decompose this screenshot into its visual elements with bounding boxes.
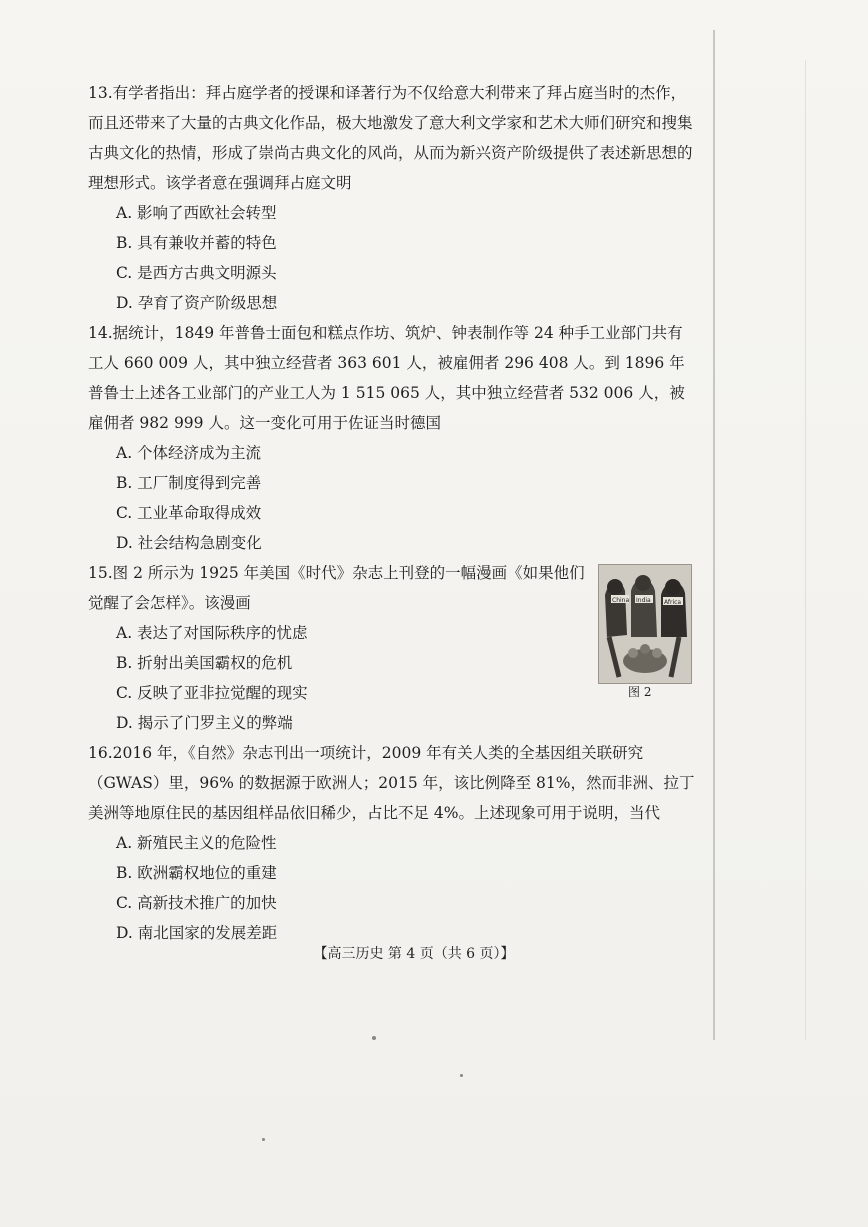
- option-c: C. 是西方古典文明源头: [116, 264, 277, 282]
- option-d: D. 揭示了门罗主义的弊端: [116, 714, 293, 732]
- question-14: [88, 318, 698, 558]
- option-c: C. 高新技术推广的加快: [116, 894, 277, 912]
- option-a: A. 影响了西欧社会转型: [116, 204, 277, 222]
- footer-page-info: 【高三历史 第 4 页（共 6 页）】: [313, 946, 515, 962]
- page-fold-line: [713, 30, 715, 1040]
- scan-speck: [262, 1138, 265, 1141]
- page-footer: [0, 944, 868, 964]
- cartoon-label-india: India: [636, 597, 651, 604]
- option-list: [88, 438, 698, 558]
- option-d: D. 社会结构急剧变化: [116, 534, 262, 552]
- question-13: [88, 78, 698, 318]
- option-b: B. 工厂制度得到完善: [116, 474, 262, 492]
- question-stem: 15.图 2 所示为 1925 年美国《时代》杂志上刊登的一幅漫画《如果他们觉醒了会怎样》。该漫画: [88, 564, 585, 612]
- option-list: [88, 198, 698, 318]
- option-c: C. 反映了亚非拉觉醒的现实: [116, 684, 308, 702]
- question-16: [88, 738, 698, 948]
- figure-caption: 图 2: [628, 685, 652, 699]
- option-list: [88, 618, 588, 738]
- option-d: D. 南北国家的发展差距: [116, 924, 278, 942]
- option-b: B. 欧洲霸权地位的重建: [116, 864, 277, 882]
- question-15-text: [88, 558, 588, 738]
- cartoon-illustration: [599, 565, 691, 683]
- option-a: A. 表达了对国际秩序的忧虑: [116, 624, 308, 642]
- option-list: [88, 828, 698, 948]
- scan-speck: [372, 1036, 376, 1040]
- option-c: C. 工业革命取得成效: [116, 504, 262, 522]
- cartoon-figure: [598, 564, 692, 684]
- question-stem: 16.2016 年，《自然》杂志刊出一项统计，2009 年有关人类的全基因组关联研究（GWAS）里，96% 的数据源于欧洲人；2015 年，该比例降至 81%，然而非洲、拉丁美洲等地原住民的基因组样品依旧稀少，占比不足 4%。上述现象可用于说明，当代: [88, 744, 695, 822]
- option-a: A. 个体经济成为主流: [116, 444, 262, 462]
- exam-content: [88, 78, 698, 948]
- option-b: B. 具有兼收并蓄的特色: [116, 234, 277, 252]
- page-edge-shadow: [805, 60, 806, 1040]
- question-stem: 14.据统计，1849 年普鲁士面包和糕点作坊、筑炉、钟表制作等 24 种手工业部门共有工人 660 009 人，其中独立经营者 363 601 人，被雇佣者 296 408 人。到 1896 年普鲁士上述各工业部门的产业工人为 1 515 065 人，其中独立经营者 532 006 人，被雇佣者 982 999 人。这一变化可用于佐证当时德国: [88, 324, 685, 432]
- option-b: B. 折射出美国霸权的危机: [116, 654, 293, 672]
- option-a: A. 新殖民主义的危险性: [116, 834, 277, 852]
- option-d: D. 孕育了资产阶级思想: [116, 294, 278, 312]
- question-stem: 13.有学者指出：拜占庭学者的授课和译著行为不仅给意大利带来了拜占庭当时的杰作，而且还带来了大量的古典文化作品，极大地激发了意大利文学家和艺术大师们研究和搜集古典文化的热情，形成了崇尚古典文化的风尚，从而为新兴资产阶级提供了表述新思想的理想形式。该学者意在强调拜占庭文明: [88, 84, 693, 192]
- cartoon-label-africa: Africa: [664, 599, 682, 606]
- cartoon-label-china: China: [612, 597, 630, 604]
- scan-speck: [460, 1074, 463, 1077]
- question-15: [88, 558, 698, 738]
